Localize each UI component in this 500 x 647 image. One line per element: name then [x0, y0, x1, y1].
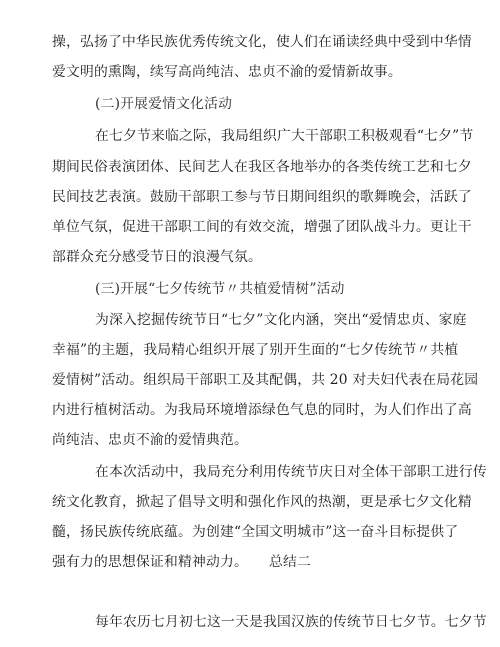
text-line: 每年农历七月初七这一天是我国汉族的传统节日七夕节。七夕节 — [95, 614, 487, 630]
text-line: 在本次活动中，我局充分利用传统节庆日对全体干部职工进行传 — [95, 464, 487, 480]
section-heading: (二)开展爱情文化活动 — [95, 96, 233, 112]
text-line: 民间技艺表演。鼓励干部职工参与节日期间组织的歌舞晚会，活跃了 — [52, 189, 472, 205]
text-line: 幸福”的主题，我局精心组织开展了别开生面的“七夕传统节〃共植 — [52, 342, 459, 358]
text-line: 单位气氛，促进干部职工间的有效交流，增强了团队战斗力。更让干 — [52, 219, 472, 235]
section-heading: (三)开展“七夕传统节〃共植爱情树”活动 — [95, 281, 345, 297]
text-line: 爱情树”活动。组织局干部职工及其配偶，共 20 对夫妇代表在局花园 — [52, 372, 479, 388]
text-line: 尚纯洁、忠贞不渝的爱情典范。 — [52, 432, 248, 448]
text-line: 内进行植树活动。为我局环境增添绿色气息的同时，为人们作出了高 — [52, 402, 472, 418]
text-line: 部群众充分感受节日的浪漫气氛。 — [52, 249, 262, 265]
text-line: 操，弘扬了中华民族优秀传统文化，使人们在诵读经典中受到中华情 — [52, 34, 472, 50]
text-line: 在七夕节来临之际，我局组织广大干部职工积极观看“七夕”节 — [95, 128, 474, 144]
text-line: 为深入挖掘传统节日“七夕”文化内涵，突出“爱情忠贞、家庭 — [95, 312, 467, 328]
text-line: 髓，扬民族传统底蕴。为创建“全国文明城市”这一奋斗目标提供了 — [52, 524, 459, 540]
text-line: 爱文明的熏陶，续写高尚纯洁、忠贞不渝的爱情新故事。 — [52, 64, 402, 80]
text-line: 统文化教育，掀起了倡导文明和强化作风的热潮，更是承七夕文化精 — [52, 494, 472, 510]
text-line: 期间民俗表演团体、民间艺人在我区各地举办的各类传统工艺和七夕 — [52, 159, 472, 175]
text-line: 强有力的思想保证和精神动力。 总结二 — [52, 554, 312, 570]
